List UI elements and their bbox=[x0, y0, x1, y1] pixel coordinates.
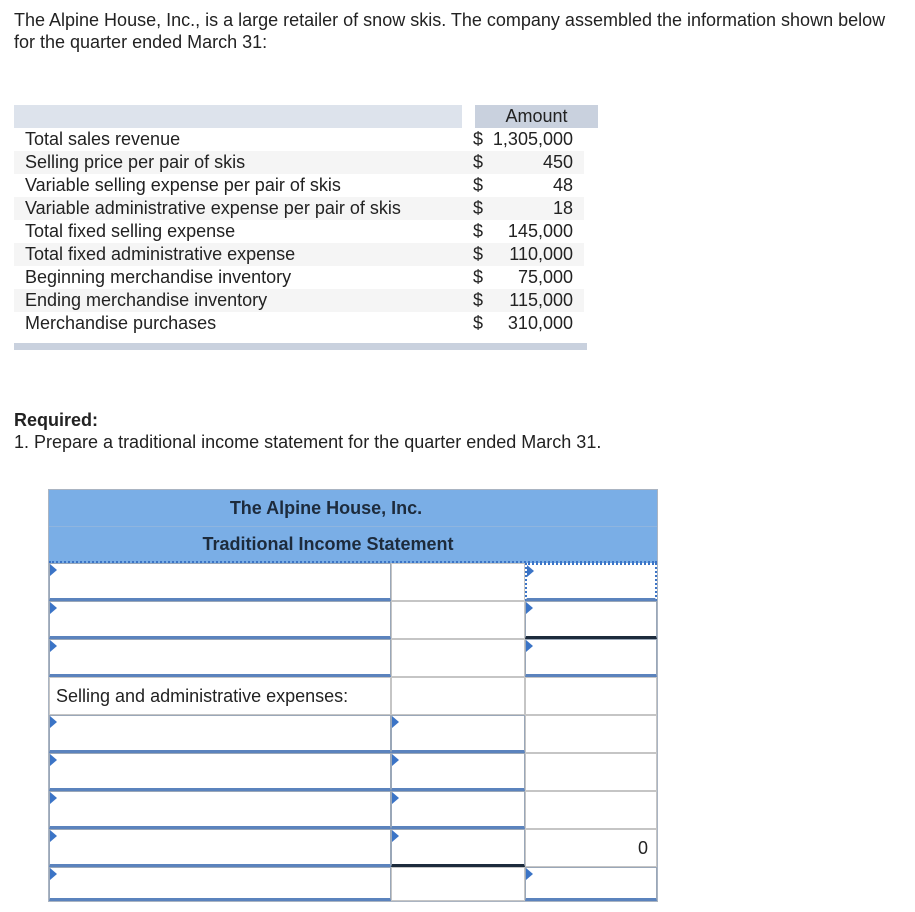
currency-symbol: $ bbox=[473, 198, 484, 218]
company-name: The Alpine House, Inc. bbox=[229, 498, 423, 518]
table-row bbox=[14, 266, 584, 289]
dropdown-marker-icon bbox=[50, 640, 57, 652]
row-label: Merchandise purchases bbox=[25, 313, 217, 333]
dropdown-marker-icon bbox=[526, 602, 533, 614]
required-section bbox=[14, 409, 601, 453]
row-value: 310,000 bbox=[507, 313, 573, 333]
dropdown-marker-icon bbox=[392, 754, 399, 766]
row-value: 450 bbox=[542, 152, 573, 172]
statement-title: Traditional Income Statement bbox=[202, 534, 454, 554]
row-label: Selling price per pair of skis bbox=[25, 152, 246, 172]
amount-cell bbox=[525, 715, 657, 753]
row-value: 18 bbox=[552, 198, 573, 218]
expense-amount-input[interactable] bbox=[391, 715, 525, 753]
amount-cell bbox=[525, 677, 657, 715]
table-divider bbox=[14, 343, 587, 350]
dropdown-marker-icon bbox=[392, 716, 399, 728]
currency-symbol: $ bbox=[473, 221, 484, 241]
table-row bbox=[14, 289, 584, 312]
line-amount-input[interactable] bbox=[525, 601, 657, 639]
problem-intro: The Alpine House, Inc., is a large retailer of snow skis. The company assembled the information shown below for the quarter ended March 31: bbox=[14, 10, 886, 52]
dropdown-marker-icon bbox=[50, 792, 57, 804]
income-statement-worksheet bbox=[48, 489, 658, 902]
amount-cell bbox=[391, 639, 525, 677]
line-label-input[interactable] bbox=[49, 563, 391, 601]
currency-symbol: $ bbox=[473, 267, 484, 287]
currency-symbol: $ bbox=[473, 244, 484, 264]
table-row bbox=[14, 174, 584, 197]
data-table bbox=[14, 128, 584, 335]
expense-label-input[interactable] bbox=[49, 715, 391, 753]
row-label: Total fixed administrative expense bbox=[25, 244, 296, 264]
dropdown-marker-icon bbox=[50, 716, 57, 728]
total-sga-cell bbox=[525, 829, 657, 867]
line-label-input[interactable] bbox=[49, 601, 391, 639]
total-sga-label-input[interactable] bbox=[49, 829, 391, 867]
table-row bbox=[14, 220, 584, 243]
dropdown-marker-icon bbox=[526, 640, 533, 652]
row-value: 75,000 bbox=[517, 267, 573, 287]
table-row bbox=[14, 151, 584, 174]
amount-cell bbox=[391, 563, 525, 601]
net-income-amount-input[interactable] bbox=[525, 867, 657, 901]
net-income-label-input[interactable] bbox=[49, 867, 391, 901]
row-label: Variable selling expense per pair of skis bbox=[25, 175, 341, 195]
required-item-1: 1. Prepare a traditional income statement for the quarter ended March 31. bbox=[14, 432, 602, 452]
sga-label-cell bbox=[49, 677, 391, 715]
currency-symbol: $ bbox=[473, 313, 484, 333]
amount-cell bbox=[525, 753, 657, 791]
amount-cell bbox=[525, 791, 657, 829]
row-label: Beginning merchandise inventory bbox=[25, 267, 292, 287]
row-label: Ending merchandise inventory bbox=[25, 290, 268, 310]
amount-cell bbox=[391, 677, 525, 715]
amount-cell bbox=[391, 601, 525, 639]
line-amount-input[interactable] bbox=[525, 563, 657, 601]
dropdown-marker-icon bbox=[392, 792, 399, 804]
required-title: Required: bbox=[14, 410, 99, 430]
line-label-input[interactable] bbox=[49, 639, 391, 677]
expense-amount-input[interactable] bbox=[391, 753, 525, 791]
row-value: 115,000 bbox=[509, 290, 573, 310]
dropdown-marker-icon bbox=[392, 830, 399, 842]
row-value: 48 bbox=[552, 175, 573, 195]
dropdown-marker-icon bbox=[50, 602, 57, 614]
expense-amount-input[interactable] bbox=[391, 829, 525, 867]
row-label: Total sales revenue bbox=[25, 129, 181, 149]
table-row bbox=[14, 197, 584, 220]
table-row bbox=[14, 312, 584, 335]
sga-label: Selling and administrative expenses: bbox=[56, 686, 349, 706]
data-table-header bbox=[14, 105, 584, 128]
dropdown-marker-icon bbox=[526, 868, 533, 880]
statement-company-header bbox=[49, 490, 657, 527]
dropdown-marker-icon bbox=[50, 754, 57, 766]
statement-title-header bbox=[49, 527, 657, 563]
row-label: Total fixed selling expense bbox=[25, 221, 236, 241]
line-amount-input[interactable] bbox=[525, 639, 657, 677]
expense-label-input[interactable] bbox=[49, 791, 391, 829]
expense-amount-input[interactable] bbox=[391, 791, 525, 829]
dropdown-marker-icon bbox=[50, 868, 57, 880]
amount-cell bbox=[391, 867, 525, 901]
row-value: 145,000 bbox=[507, 221, 573, 241]
currency-symbol: $ bbox=[473, 152, 484, 172]
table-row bbox=[14, 243, 584, 266]
dropdown-marker-icon bbox=[527, 565, 534, 577]
row-value: 1,305,000 bbox=[492, 129, 573, 149]
table-row bbox=[14, 128, 584, 151]
total-sga-value: 0 bbox=[637, 838, 648, 858]
currency-symbol: $ bbox=[473, 290, 484, 310]
row-value: 110,000 bbox=[509, 244, 573, 264]
expense-label-input[interactable] bbox=[49, 753, 391, 791]
dropdown-marker-icon bbox=[50, 564, 57, 576]
currency-symbol: $ bbox=[473, 129, 484, 149]
dropdown-marker-icon bbox=[50, 830, 57, 842]
row-label: Variable administrative expense per pair of skis bbox=[25, 198, 401, 218]
amount-column-header: Amount bbox=[475, 105, 598, 128]
currency-symbol: $ bbox=[473, 175, 484, 195]
